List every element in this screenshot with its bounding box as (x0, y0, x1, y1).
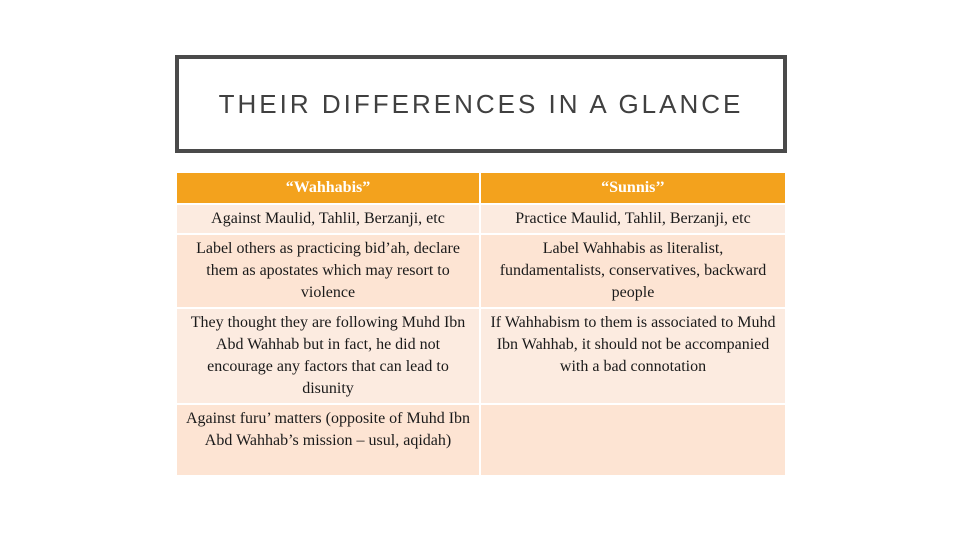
table-cell: Label Wahhabis as literalist, fundamentalists, conservatives, backward people (480, 234, 786, 308)
table-row (176, 308, 786, 404)
table-cell: Label others as practicing bid’ah, declare them as apostates which may resort to violence (176, 234, 480, 308)
table-row (176, 404, 786, 476)
slide-title-box (175, 55, 787, 153)
table-cell: If Wahhabism to them is associated to Muhd Ibn Wahhab, it should not be accompanied with a bad connotation (480, 308, 786, 404)
table-row (176, 204, 786, 234)
table-header-row (176, 172, 786, 204)
table-cell: Against Maulid, Tahlil, Berzanji, etc (176, 204, 480, 234)
comparison-table (175, 171, 787, 477)
header-wahhabis: “Wahhabis” (176, 172, 480, 204)
table-cell: Practice Maulid, Tahlil, Berzanji, etc (480, 204, 786, 234)
table-cell: They thought they are following Muhd Ibn Abd Wahhab but in fact, he did not encourage any factors that can lead to disunity (176, 308, 480, 404)
table-cell: Against furu’ matters (opposite of Muhd Ibn Abd Wahhab’s mission – usul, aqidah) (176, 404, 480, 476)
slide-title: THEIR DIFFERENCES IN A GLANCE (218, 88, 744, 119)
table-row (176, 234, 786, 308)
table-cell (480, 404, 786, 476)
header-sunnis: “Sunnis’’ (480, 172, 786, 204)
